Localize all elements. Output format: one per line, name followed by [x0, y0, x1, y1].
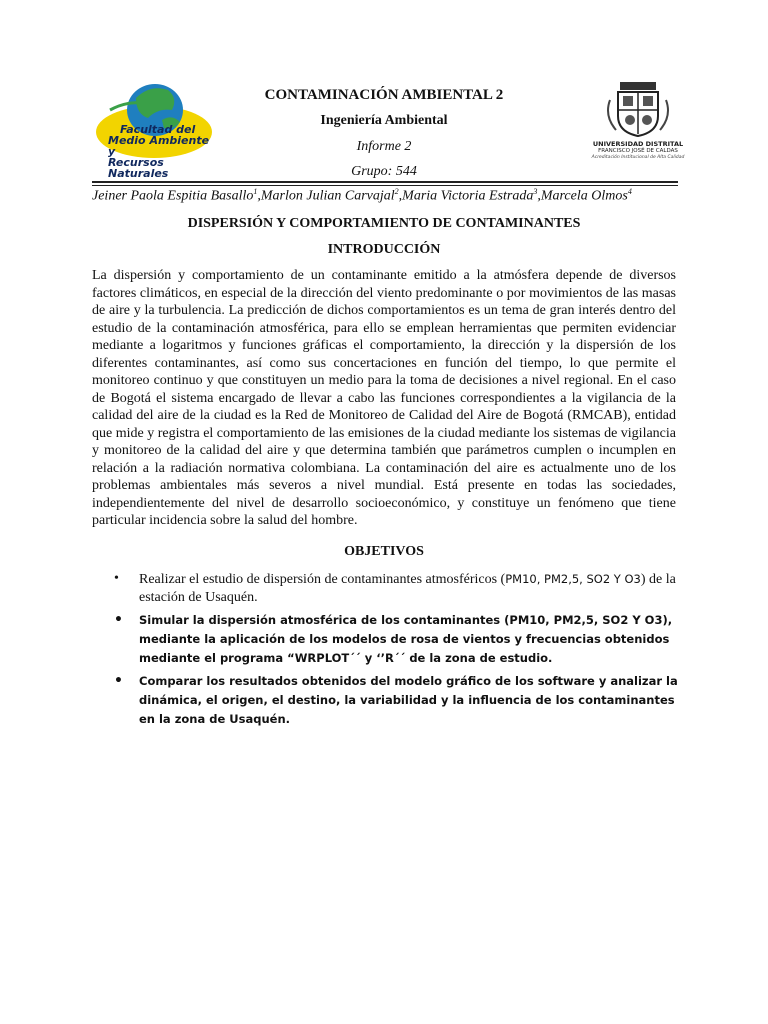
- course-title: CONTAMINACIÓN AMBIENTAL 2: [264, 87, 504, 103]
- objective-pollutants: PM10, PM2,5, SO2 Y O3: [505, 572, 641, 586]
- objective-item: [92, 570, 682, 607]
- header-rule-thick: [92, 181, 678, 183]
- author-name: Marcela Olmos: [540, 188, 628, 204]
- objectives-heading: OBJETIVOS: [344, 544, 424, 559]
- bullet-icon: •: [114, 673, 123, 689]
- authors-line: Jeiner Paola Espitia Basallo$^1$,Marlon Julian Carvajal$^2$,Maria Victoria Estrada$^3$,Marcela Olmos$^4$: [92, 187, 632, 204]
- document-title: DISPERSIÓN Y COMPORTAMIENTO DE CONTAMINANTES: [187, 216, 581, 231]
- author-name: Marlon Julian Carvajal: [260, 188, 395, 204]
- author-sup: 4: [627, 187, 632, 196]
- objective-text: Comparar los resultados obtenidos del modelo gráfico de los software y analizar la dinámica, el origen, el destino, la variabilidad y la influencia de los contaminantes en la zona de Usaquén.: [139, 674, 678, 726]
- group-number: Grupo: 544: [351, 164, 417, 179]
- bullet-icon: •: [114, 571, 119, 586]
- objective-item: [92, 672, 682, 729]
- faculty-logo-line3: Recursos Naturales: [108, 156, 169, 180]
- header-rule-thin: [92, 185, 678, 186]
- author-sup: 1: [253, 187, 258, 196]
- university-subname: FRANCISCO JOSÉ DE CALDAS: [598, 148, 678, 154]
- intro-heading: INTRODUCCIÓN: [327, 242, 441, 257]
- intro-paragraph: La dispersión y comportamiento de un contaminante emitido a la atmósfera depende de diversos factores climáticos, en especial de la dirección del viento predominante o por movimientos de las masas de aire y la turbulencia. La predicción de dichos comportamientos es un tema de gran interés dentro del estudio de la contaminación atmosférica, para ello se emplean herramientas que permiten evidenciar mediante a logaritmos y funciones gráficas el comportamiento, la dirección y la dispersión de los diferentes contaminantes, así como sus concertaciones en función del tiempo, lo que permite el monitoreo continuo y que constituyen un medio para la toma de decisiones a nivel regional. En el caso de Bogotá el sistema encargado de llevar a cabo las funciones correspondientes a la vigilancia de la calidad del aire de la ciudad es la Red de Monitoreo de Calidad del Aire de Bogotá (RMCAB), entidad que mide y registra el comportamiento de las emisiones de la ciudad mediante los sistemas de vigilancia y monitoreo de la calidad del aire y que determina también que parámetros cumplen o incumplen en relación a la radiación normativa colombiana. La contaminación del aire es actualmente uno de los problemas ambientales más severos a nivel mundial. Está presente en todas las sociedades, independientemente del nivel de desarrollo socioeconómico, y constituye un fenómeno que tiene particular incidencia sobre la salud del hombre.: [92, 268, 676, 528]
- university-name: UNIVERSIDAD DISTRITAL: [592, 140, 684, 148]
- faculty-logo-line1: Facultad del: [120, 123, 196, 136]
- objective-text: Realizar el estudio de dispersión de contaminantes atmosféricos (: [139, 572, 506, 587]
- objective-text: Simular la dispersión atmosférica de los contaminantes (PM10, PM2,5, SO2 Y O3), mediante la aplicación de los modelos de rosa de vientos y frecuencias obtenidos mediante el programa “WRPLOT´´ y ‘’R´´ de la zona de estudio.: [139, 613, 673, 665]
- author-sup: 2: [394, 187, 399, 196]
- objective-item: [92, 611, 682, 668]
- report-number: Informe 2: [356, 139, 412, 154]
- program-name: Ingeniería Ambiental: [320, 113, 448, 128]
- bullet-icon: •: [114, 612, 123, 628]
- author-name: Maria Victoria Estrada: [402, 188, 534, 204]
- objectives-list: [92, 570, 682, 733]
- faculty-logo-line2: Medio Ambiente y: [108, 134, 210, 158]
- author-sup: 3: [533, 187, 538, 196]
- objective-text-end: ) de la estación de Usaquén.: [139, 572, 676, 605]
- university-accreditation: Acreditación Institucional de Alta Calidad: [591, 155, 685, 160]
- author-name: Jeiner Paola Espitia Basallo: [92, 188, 254, 204]
